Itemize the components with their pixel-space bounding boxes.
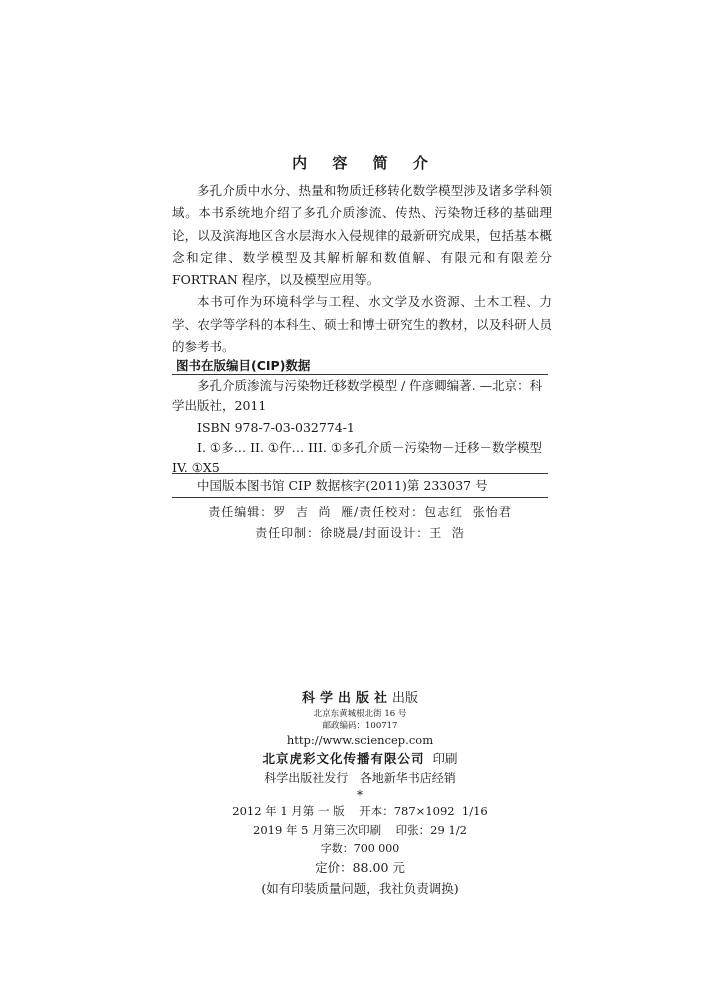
word-count: 字数：700 000 bbox=[320, 842, 400, 855]
edition-line: 2012 年 1 月第 一 版 开本：787×1092 1/16 bbox=[232, 804, 488, 818]
cip-isbn bbox=[172, 418, 548, 438]
publisher-website: http://www.sciencep.com bbox=[286, 733, 434, 747]
credits-editors: 责任编辑：罗 吉 尚 雁/责任校对：包志红 张怡君 bbox=[208, 505, 512, 519]
price: 定价：88.00 元 bbox=[315, 860, 405, 875]
publisher-postcode: 邮政编码：100717 bbox=[322, 721, 398, 731]
quality-notice: (如有印装质量问题，我社负责调换) bbox=[261, 881, 459, 896]
cip-record-text: 中国版本图书馆 CIP 数据核字(2011)第 233037 号 bbox=[197, 478, 488, 493]
cip-heading: 图书在版编目(CIP)数据 bbox=[176, 358, 311, 373]
printer-line bbox=[0, 749, 720, 769]
publisher-name-suffix: 出版 bbox=[392, 691, 419, 706]
separator-star: * bbox=[357, 788, 363, 802]
summary-body bbox=[172, 180, 552, 358]
cip-top-rule bbox=[172, 374, 548, 375]
printer-suffix: 印刷 bbox=[432, 751, 458, 766]
cip-bottom-rule bbox=[172, 497, 548, 498]
printer-name: 北京虎彩文化传播有限公司 bbox=[262, 751, 425, 766]
publisher-address: 北京东黄城根北街 16 号 bbox=[313, 709, 407, 719]
cip-entry bbox=[172, 376, 548, 416]
credits-block bbox=[0, 502, 720, 544]
cip-classification-text: I. ①多… II. ①仵… III. ①多孔介质－污染物－迁移－数学模型 IV. ①X5 bbox=[172, 440, 543, 475]
publisher-name: 科学出版社 bbox=[301, 691, 392, 706]
summary-paragraph: 本书可作为环境科学与工程、水文学及水资源、土木工程、力学、农学等学科的本科生、硕士和博士研究生的教材，以及科研人员的参考书。 bbox=[172, 294, 552, 355]
cip-entry-text: 多孔介质渗流与污染物迁移数学模型 / 仵彦卿编著. —北京：科学出版社，2011 bbox=[172, 378, 543, 413]
publisher-block bbox=[0, 690, 720, 900]
cip-middle-rule bbox=[172, 473, 548, 474]
print-line: 2019 年 5 月第三次印刷 印张：29 1/2 bbox=[253, 823, 467, 837]
distribution-line: 科学出版社发行 各地新华书店经销 bbox=[264, 771, 456, 785]
cip-record bbox=[172, 476, 548, 496]
summary-title: 内 容 简 介 bbox=[292, 154, 438, 172]
cip-isbn-text: ISBN 978-7-03-032774-1 bbox=[197, 420, 355, 435]
cip-classification bbox=[172, 438, 548, 478]
summary-paragraph: 多孔介质中水分、热量和物质迁移转化数学模型涉及诸多学科领域。本书系统地介绍了多孔介质渗流、传热、污染物迁移的基础理论，以及滨海地区含水层海水入侵规律的最新研究成果，包括基本概念和定律、数学模型及其解析解和数值解、有限元和有限差分 FORTRAN 程序，以及模型应用等。 bbox=[172, 183, 552, 288]
credits-production: 责任印制：徐晓晨/封面设计：王 浩 bbox=[255, 526, 465, 540]
publisher-name-line bbox=[0, 690, 720, 708]
